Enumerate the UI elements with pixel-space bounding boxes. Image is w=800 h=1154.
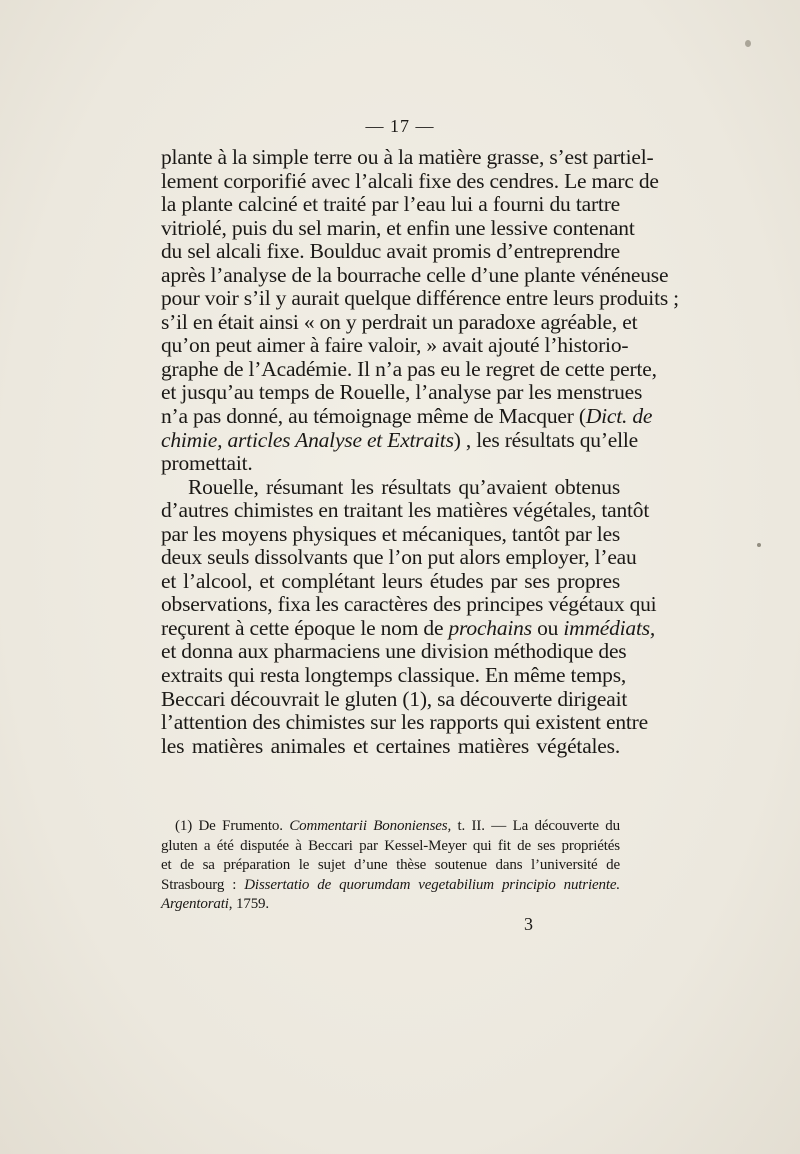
text-span: De Frumento.	[192, 818, 290, 834]
text-line: et l’alcool, et complétant leurs études par ses propres	[161, 568, 620, 593]
main-text	[161, 145, 679, 758]
footnote-line	[161, 876, 620, 896]
text-line: extraits qui resta longtemps classique. En même temps,	[161, 663, 627, 688]
footnote-line	[161, 817, 620, 837]
paper-speck	[745, 40, 751, 47]
text-span: t. II. — La découverte du	[451, 818, 620, 834]
italic-reference: Dissertatio de quorumdam vegetabilium principio nutriente.	[244, 876, 620, 893]
text-line: lement corporifié avec l’alcali fixe des cendres. Le marc de	[161, 168, 659, 193]
footnote	[161, 817, 620, 915]
text-line: promettait.	[161, 451, 253, 476]
italic-reference: Argentorati	[161, 896, 229, 913]
text-line-with-italics	[161, 615, 656, 641]
paragraph-start-line: Rouelle, résumant les résultats qu’avaient obtenus	[188, 474, 620, 499]
footnote-line: et de sa préparation le sujet d’une thèse soutenue dans l’université de	[161, 857, 620, 874]
text-span: n’a pas donné, au témoignage même de Macquer (	[161, 404, 586, 429]
text-span: Strasbourg :	[161, 876, 245, 893]
italic-term: immédiats,	[563, 615, 656, 640]
page-number: — 17 —	[365, 116, 435, 136]
text-line: du sel alcali fixe. Boulduc avait promis d’entreprendre	[161, 239, 620, 264]
text-line: après l’analyse de la bourrache celle d’une plante vénéneuse	[161, 262, 669, 287]
signature-mark: 3	[524, 914, 533, 934]
text-line: plante à la simple terre ou à la matière grasse, s’est partiel-	[161, 145, 654, 169]
italic-reference: Commentarii Bononienses,	[289, 818, 452, 834]
text-line-with-reference	[161, 404, 653, 429]
text-line: observations, fixa les caractères des principes végétaux qui	[161, 592, 657, 617]
text-line: et jusqu’au temps de Rouelle, l’analyse par les menstrues	[161, 380, 643, 405]
text-line: les matières animales et certaines matières végétales.	[161, 733, 620, 758]
text-line: deux seuls dissolvants que l’on put alors employer, l’eau	[161, 545, 637, 570]
text-line: vitriolé, puis du sel marin, et enfin une lessive contenant	[161, 215, 635, 240]
text-span: reçurent à cette époque le nom de	[161, 615, 449, 640]
footnote-line	[161, 895, 620, 915]
text-line-with-reference	[161, 427, 639, 453]
text-line: qu’on peut aimer à faire valoir, » avait ajouté l’historio-	[161, 333, 629, 358]
italic-term: prochains	[448, 615, 532, 640]
italic-reference: chimie, articles Analyse et Extraits	[161, 427, 454, 452]
footnote-marker: (1)	[175, 818, 193, 834]
text-line: la plante calciné et traité par l’eau lui a fourni du tartre	[161, 192, 620, 217]
text-line: et donna aux pharmaciens une division méthodique des	[161, 639, 627, 664]
text-line: graphe de l’Académie. Il n’a pas eu le regret de cette perte,	[161, 356, 657, 381]
paper-speck	[757, 543, 761, 547]
text-line: par les moyens physiques et mécaniques, tantôt par les	[161, 521, 621, 546]
text-line: d’autres chimistes en traitant les matières végétales, tantôt	[161, 498, 650, 523]
text-span: ) , les résultats qu’elle	[453, 427, 639, 452]
text-span: ou	[531, 615, 564, 640]
text-line: pour voir s’il y aurait quelque différence entre leurs produits ;	[161, 286, 679, 311]
text-span: , 1759.	[228, 896, 269, 913]
italic-reference: Dict. de	[585, 404, 653, 429]
text-line: l’attention des chimistes sur les rapports qui existent entre	[161, 710, 648, 735]
text-line: s’il en était ainsi « on y perdrait un paradoxe agréable, et	[161, 309, 638, 334]
footnote-line: gluten a été disputée à Beccari par Kessel-Meyer qui fit de ses propriétés	[161, 837, 620, 854]
text-line: Beccari découvrait le gluten (1), sa découverte dirigeait	[161, 686, 628, 711]
